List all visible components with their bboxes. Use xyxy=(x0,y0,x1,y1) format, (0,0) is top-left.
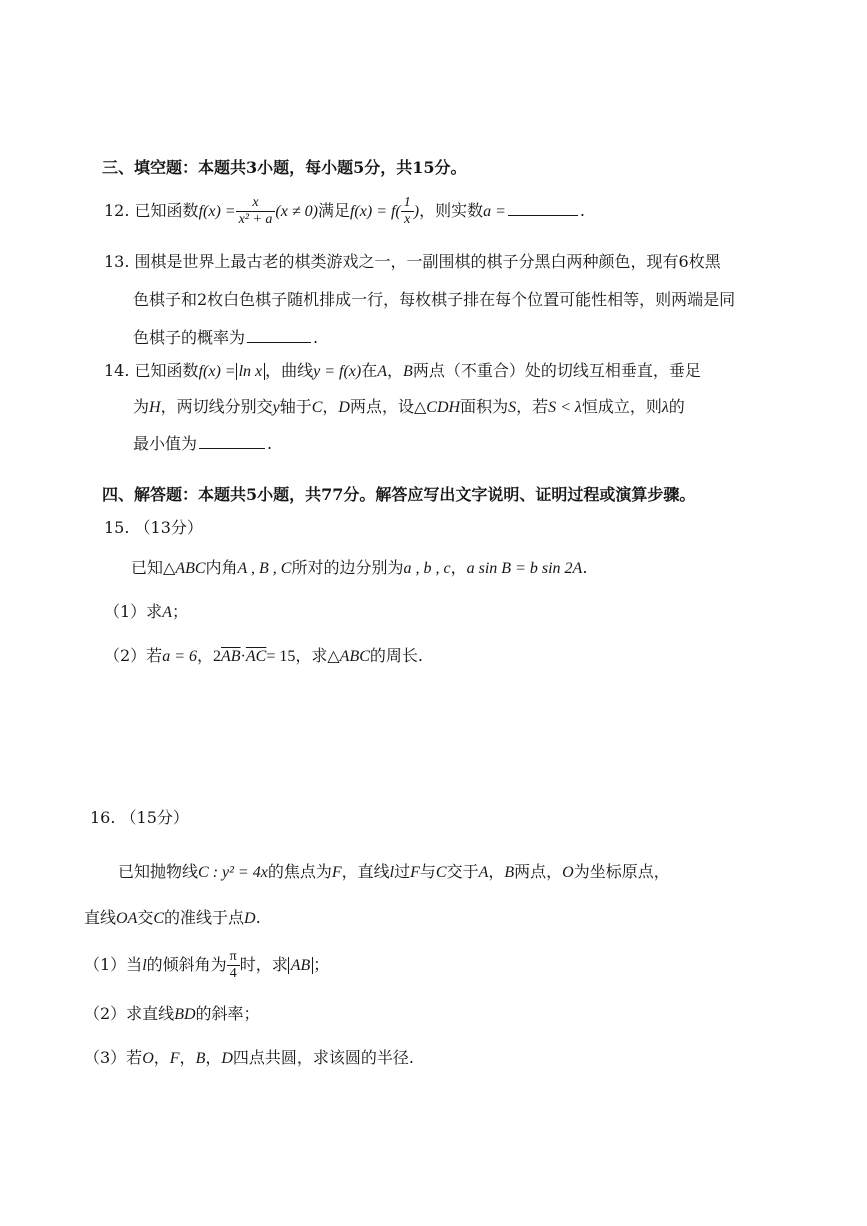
q16-abs-ab: AB xyxy=(288,957,314,974)
q16-part3-end: 四点共圆，求该圆的半径. xyxy=(232,1048,415,1067)
q16-text-10: 直线 xyxy=(84,908,117,927)
q15-part2-a6: a = 6 xyxy=(162,648,197,665)
q16-text-13: . xyxy=(255,908,261,927)
q15-text-3: 所对的边分别为 xyxy=(291,558,404,577)
q16-text-3: ，直线 xyxy=(341,862,390,881)
q14-f-def: f(x) = xyxy=(198,363,236,380)
q13-number: 13. xyxy=(104,252,130,271)
q15-sides: a , b , c xyxy=(403,560,451,577)
q14-point-c: C xyxy=(311,399,323,416)
q14-point-d: D xyxy=(338,399,350,416)
q16-text-12: 的准线于点 xyxy=(164,908,245,927)
q16-part2-text: （2）求直线 xyxy=(84,1004,175,1023)
q16-point-b: B xyxy=(504,864,515,881)
q15-dot: · xyxy=(240,648,246,665)
q16-part3-sep-2: ， xyxy=(179,1048,196,1067)
q15-part1-text: （1）求 xyxy=(104,602,163,621)
q15-text-4: ， xyxy=(450,558,467,577)
q14-curve: y = f(x) xyxy=(313,363,362,380)
q15-part-2 xyxy=(104,644,423,669)
q14-point-a: A xyxy=(377,363,388,380)
q12-frac-denominator: x² + a xyxy=(238,212,273,227)
q14-number: 14. xyxy=(104,361,130,380)
section-three-header: 三、填空题：本题共3小题，每小题5分，共15分。 xyxy=(102,158,467,177)
q16-part1-l: l xyxy=(142,957,147,974)
q16-frac-4: 4 xyxy=(229,966,237,981)
q16-line-bd: BD xyxy=(174,1006,196,1023)
q14-comma: ， xyxy=(387,361,404,380)
question-12 xyxy=(104,196,585,227)
q15-part2-end: 的周长. xyxy=(369,646,423,665)
q16-text-4: 过 xyxy=(394,862,411,881)
q12-text-1: 已知函数 xyxy=(134,201,199,220)
q15-vector-ac: $\overline{AC}$ xyxy=(245,648,267,665)
q15-part2-coef: 2 xyxy=(213,648,221,665)
q16-part1-text-c: 时，求 xyxy=(239,955,288,974)
q16-statement-line-1 xyxy=(118,860,670,885)
q16-part3-text: （3）若 xyxy=(84,1048,143,1067)
q13-line-3 xyxy=(133,326,318,350)
q14-point-h: H xyxy=(149,399,161,416)
q12-f-eq: f(x) = f( xyxy=(349,203,401,220)
q16-focus-f-2: F xyxy=(410,864,420,881)
q12-fraction xyxy=(236,196,276,227)
q16-text-7: ， xyxy=(488,862,505,881)
q16-fraction-pi-4 xyxy=(227,950,240,981)
q12-var-a: a = xyxy=(483,203,506,220)
q15-part2-comma: ， xyxy=(196,646,213,665)
q14-text-2g: 恒成立，则 xyxy=(581,397,662,416)
q12-frac2-denominator: x xyxy=(404,212,411,227)
q16-point-a: A xyxy=(478,864,489,881)
q16-number: 16. xyxy=(90,808,116,827)
q15-part2-text: （2）若 xyxy=(104,646,163,665)
q14-text-1d: 两点（不重合）处的切线互相垂直，垂足 xyxy=(412,361,701,380)
q12-frac2-numerator: 1 xyxy=(401,196,414,212)
q14-lambda: λ xyxy=(661,399,669,416)
q12-condition: (x ≠ 0) xyxy=(275,203,318,220)
q15-part1-a: A xyxy=(162,604,172,621)
q14-triangle-cdh: CDH xyxy=(426,399,461,416)
q14-comma-2: ， xyxy=(322,397,339,416)
q15-vector-ab: $\overline{AB}$ xyxy=(221,648,241,665)
q16-part2-end: 的斜率； xyxy=(195,1004,260,1023)
q14-point-b: B xyxy=(403,363,413,380)
q14-text-2f: ，若 xyxy=(516,397,549,416)
q16-score: （15分） xyxy=(120,808,189,827)
q16-line-l: l xyxy=(389,864,395,881)
q15-part1-end: ； xyxy=(171,602,188,621)
q14-text-2d: 两点，设△ xyxy=(349,397,427,416)
q15-part2-eq: = 15 xyxy=(266,648,296,665)
q16-text-9: 为坐标原点， xyxy=(573,862,670,881)
q16-line-oa: OA xyxy=(116,910,138,927)
q12-fraction-2 xyxy=(401,196,414,227)
q16-part-3 xyxy=(84,1046,414,1071)
q14-text-2c: 轴于 xyxy=(279,397,312,416)
q14-text-3: 最小值为 xyxy=(133,434,198,453)
q13-line-2: 色棋子和2枚白色棋子随机排成一行，每枚棋子排在每个位置可能性相等，则两端是同 xyxy=(133,290,736,309)
question-15-header xyxy=(104,516,203,540)
q12-end: . xyxy=(579,201,585,220)
q14-answer-blank[interactable] xyxy=(199,432,265,449)
q12-close: ) xyxy=(413,203,420,220)
q16-part3-sep-3: ， xyxy=(205,1048,222,1067)
q12-text-3: ，则实数 xyxy=(419,201,484,220)
q16-part-1 xyxy=(84,950,329,981)
q16-statement-line-2 xyxy=(84,906,261,931)
q13-answer-blank[interactable] xyxy=(247,326,311,343)
q15-equation: a sin B = b sin 2A xyxy=(466,560,583,577)
q16-origin-o: O xyxy=(562,864,574,881)
q16-part3-b: B xyxy=(195,1050,206,1067)
q12-f-lhs: f(x) = xyxy=(198,203,236,220)
q16-text-2: 的焦点为 xyxy=(267,862,332,881)
q13-text-1: 围棋是世界上最古老的棋类游戏之一，一副围棋的棋子分黑白两种颜色，现有6枚黑 xyxy=(134,252,721,271)
q12-text-2: 满足 xyxy=(317,201,350,220)
q16-curve-c: C xyxy=(435,864,447,881)
q16-part1-end: ； xyxy=(313,955,330,974)
q15-end: . xyxy=(582,558,588,577)
q14-end: . xyxy=(267,434,273,453)
q16-part3-sep-1: ， xyxy=(153,1048,170,1067)
q15-text-1: 已知△ xyxy=(131,558,176,577)
q12-frac-numerator: x xyxy=(236,196,276,212)
q16-part3-o: O xyxy=(142,1050,154,1067)
q15-statement xyxy=(131,556,587,581)
q14-abs-lnx: ln x xyxy=(236,363,266,380)
q14-line-2 xyxy=(133,395,685,420)
q16-frac-pi: π xyxy=(227,950,240,966)
q16-part1-text-b: 的倾斜角为 xyxy=(146,955,227,974)
q14-text-1a: 已知函数 xyxy=(134,361,199,380)
q16-text-1: 已知抛物线 xyxy=(118,862,199,881)
q15-number: 15. xyxy=(104,518,130,537)
q16-text-8: 两点， xyxy=(514,862,563,881)
q14-text-2b: ，两切线分别交 xyxy=(160,397,273,416)
q14-text-2e: 面积为 xyxy=(460,397,509,416)
q16-text-5: 与 xyxy=(419,862,436,881)
section-four-header: 四、解答题：本题共5小题，共77分。解答应写出文字说明、证明过程或演算步骤。 xyxy=(102,485,696,504)
q15-score: （13分） xyxy=(134,518,203,537)
q14-text-1c: 在 xyxy=(361,361,378,380)
q13-text-3: 色棋子的概率为 xyxy=(133,328,246,347)
q15-part2-abc: ABC xyxy=(339,648,370,665)
q16-text-6: 交于 xyxy=(446,862,479,881)
q14-area-s: S xyxy=(508,399,517,416)
q14-y-axis: y xyxy=(272,399,280,416)
question-14-line-1 xyxy=(104,359,701,384)
q16-text-11: 交 xyxy=(137,908,154,927)
q16-part1-text: （1）当 xyxy=(84,955,143,974)
q16-part3-f: F xyxy=(169,1050,180,1067)
q16-point-d: D xyxy=(244,910,256,927)
q16-curve-c-2: C xyxy=(153,910,165,927)
q16-focus-f: F xyxy=(331,864,342,881)
q13-end: . xyxy=(313,328,319,347)
q16-part-2 xyxy=(84,1002,260,1027)
q14-text-2a: 为 xyxy=(133,397,150,416)
q15-part-1 xyxy=(104,600,188,625)
q16-part3-d: D xyxy=(221,1050,233,1067)
question-13-line-1 xyxy=(104,250,721,274)
q14-line-3 xyxy=(133,432,272,456)
q12-answer-blank[interactable] xyxy=(508,199,578,216)
q15-text-2: 内角 xyxy=(205,558,238,577)
q16-parabola: C : y² = 4x xyxy=(198,864,268,881)
q14-inequality: S < λ xyxy=(548,399,582,416)
q15-part2-text-b: ，求△ xyxy=(295,646,340,665)
question-16-header xyxy=(90,806,189,830)
q14-text-2h: 的 xyxy=(668,397,685,416)
q15-angles: A , B , C xyxy=(237,560,292,577)
q14-text-1b: ，曲线 xyxy=(265,361,314,380)
q12-number: 12. xyxy=(104,201,130,220)
q15-triangle-abc: ABC xyxy=(175,560,206,577)
